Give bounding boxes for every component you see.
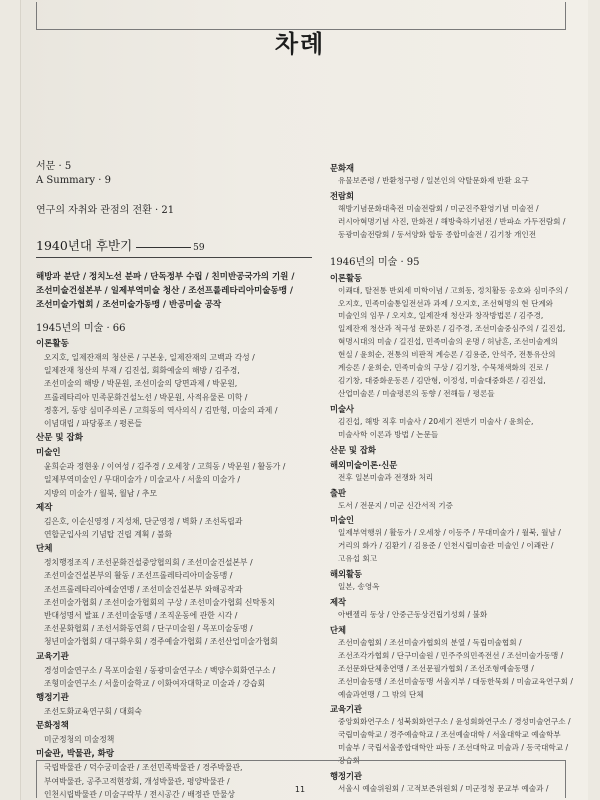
right-sections	[330, 271, 582, 796]
section-heading: 교육기관	[36, 651, 69, 662]
section-heading: 단체	[330, 624, 347, 635]
section-entry: 오지호, 민족미술통일전선과 과제 / 오지호, 조선혁명의 현 단계와	[338, 298, 554, 308]
section-entry: 예술과연맹 / 그 밖의 단체	[338, 689, 424, 699]
section-entry: 혁명시대의 미술 / 길진섭, 민족미술의 운명 / 허남흔, 조선미술계의	[338, 337, 558, 347]
toc-summary: A Summary · 9	[36, 175, 111, 186]
section-entry: 일제잔재 청산의 부재 / 김진섭, 회화예술의 해방 / 김주경,	[44, 366, 240, 376]
left-sections	[36, 337, 312, 800]
section-entry: 일제부역행위 / 활동가 / 오세창 / 이동주 / 무대미술가 / 월북, 월남 /	[338, 528, 561, 538]
section-entry: 강습회	[338, 756, 361, 766]
section-entry: 오지호, 일제잔재의 청산론 / 구본웅, 일제잔재의 고백과 각성 /	[44, 353, 255, 362]
era-heading	[36, 236, 312, 258]
section-entry: 동광미술전람회 / 동서양화 합동 종합미술전 / 김기창 개인전	[338, 229, 537, 239]
page-title: 차례	[274, 30, 326, 58]
section-heading: 해외미술이론·신문	[330, 459, 398, 470]
section-entry: 산업미술론 / 미술평론의 동향 / 전해들 / 평론들	[338, 388, 495, 398]
section-entry: 프롤레타리아 민족문화건설노선 / 박문원, 사적유물론 미학 /	[44, 392, 248, 402]
left-column	[36, 160, 312, 800]
section-entry: 인천시립박물관 / 미술구락부 / 전시공간 / 배정관 만물상	[44, 789, 235, 799]
section-entry: 미군정청의 미술정책	[44, 735, 115, 745]
section-heading: 단체	[36, 544, 53, 555]
section-entry: 지방의 미술가 / 월북, 월남 / 추모	[44, 488, 157, 498]
section-heading: 미술인	[36, 448, 61, 459]
section-entry: 청년미술가협회 / 대구화우회 / 경주예술가협회 / 조선산업미술가협회	[44, 637, 278, 647]
section-entry: 조선문화협회 / 조선서화동연회 / 단구미술원 / 목포미술동맹 /	[44, 624, 253, 634]
section-entry: 조선프롤레타리아예술연맹 / 조선미술건설본부 와해공작과	[44, 584, 243, 594]
section-heading: 해외활동	[330, 569, 363, 580]
right-top-sections	[330, 161, 582, 242]
section-entry: 현실 / 윤희순, 전통의 비판적 계승론 / 김용준, 안석주, 전통유산의	[338, 350, 556, 360]
section-entry: 일제부역미술인 / 무대미술가 / 미술교사 / 서울의 미술가 /	[44, 475, 241, 485]
section-heading: 제작	[330, 597, 347, 608]
section-entry: 조선미술가협회 / 조선미술가협회의 구상 / 조선미술가협회 신탁통치	[44, 597, 276, 607]
section-entry: 조선도화교육연구회 / 대회숙	[44, 707, 142, 717]
section-entry: 조형미술연구소 / 서울미술학교 / 이화여자대학교 미술과 / 강습회	[44, 678, 266, 688]
section-entry: 일본, 송영옥	[338, 582, 380, 592]
era-topic-line: 조선미술건설본부 / 일제부역미술 청산 / 조선프롤레타리아미술동맹 /	[36, 286, 293, 296]
section-entry: 서울시 예술위원회 / 고적보존위원회 / 미군정청 문교부 예술과 /	[338, 784, 549, 794]
era-topics	[36, 270, 312, 312]
section-heading: 출판	[330, 487, 347, 498]
era-topic-line: 조선미술가협회 / 조선미술가동맹 / 반공미술 공작	[36, 300, 222, 310]
year-1946-heading: 1946년의 미술 · 95	[330, 256, 420, 268]
section-heading: 문화재	[330, 163, 355, 173]
section-entry: 조선미술의 해방 / 박문원, 조선미술의 당면과제 / 박문원,	[44, 379, 238, 389]
section-entry: 미술인의 임무 / 오지호, 일제잔재 청산과 창작방법론 / 김주경,	[338, 311, 544, 321]
section-entry: 조선문화단체총연맹 / 조선문필가협회 / 조선조형예술동맹 /	[338, 663, 534, 673]
year-1945-heading: 1945년의 미술 · 66	[36, 323, 126, 334]
toc-preface: 서문 · 5	[36, 161, 72, 172]
section-heading: 행정기관	[36, 693, 69, 704]
section-entry: 국립박물관 / 덕수궁미술관 / 조선민족박물관 / 경주박물관,	[44, 763, 243, 773]
section-heading: 미술인	[330, 515, 355, 526]
section-entry: 이쾌대, 탈전통 반외세 미학이념 / 고희동, 정치활동 옹호와 심미주의 /	[338, 285, 568, 295]
section-entry: 조선미술건설본부의 활동 / 조선프롤레타리아미술동맹 /	[44, 571, 233, 581]
toc-history: 연구의 자취와 관점의 전환 · 21	[36, 205, 175, 216]
section-heading: 행정기관	[330, 771, 363, 782]
section-heading: 산문 및 잡화	[330, 444, 376, 455]
section-entry: 해방기념문화대축전 미술전람회 / 미군진주환영기념 미술전 /	[338, 203, 539, 213]
section-entry: 김기창, 대중화운동론 / 김만형, 이정성, 미술대중화론 / 김진섭,	[338, 375, 546, 385]
section-entry: 연합군입사의 기념탑 건립 계획 / 불화	[44, 530, 172, 540]
section-entry: 경성미술연구소 / 목포미술원 / 동광미술연구소 / 백양수회화연구소 /	[44, 665, 276, 675]
section-entry: 미술부 / 국립서울종합대학안 파동 / 조선대학교 미술과 / 동국대학교 /	[338, 743, 569, 753]
section-heading: 제작	[36, 502, 53, 513]
era-page: 59	[136, 243, 204, 253]
section-heading: 교육기관	[330, 704, 363, 715]
section-heading: 미술관, 박물관, 화랑	[36, 749, 115, 760]
section-entry: 정치행정조직 / 조선문화건설중앙협의회 / 조선미술건설본부 /	[44, 558, 253, 568]
section-heading: 이론활동	[330, 272, 363, 283]
section-entry: 부여박물관, 공주고적현장회, 개성박물관, 평양박물관 /	[44, 776, 230, 786]
section-entry: 윤희순과 정현웅 / 이여성 / 김주경 / 오세창 / 고희동 / 박문원 / 활동가 /	[44, 462, 286, 472]
section-entry: 정홍거, 동양 심미주의론 / 고희동의 역사의식 / 김만형, 미술의 과제 /	[44, 405, 278, 415]
section-entry: 일제잔재 청산과 적극성 문화론 / 김주경, 조선미술중심주의 / 길진섭,	[338, 324, 566, 334]
section-entry: 전후 일본미술과 전쟁화 처리	[338, 472, 434, 482]
section-heading: 문화정책	[36, 721, 69, 732]
section-entry: 거리의 화가 / 김환기 / 김용준 / 인천시립미술관 미술인 / 이쾌란 /	[338, 541, 554, 551]
section-entry: 유물보존령 / 반환청구령 / 일본인의 약탈문화재 반환 요구	[338, 176, 529, 185]
section-entry: 미술사학 이론과 방법 / 논문들	[338, 429, 439, 439]
section-heading: 산문 및 잡화	[36, 433, 83, 444]
section-entry: 국립미술학교 / 경주예술학교 / 조선예술대학 / 서울대학교 예술학부	[338, 730, 561, 740]
section-heading: 이론활동	[36, 339, 69, 349]
section-entry: 도서 / 전문지 / 미군 신간서적 기증	[338, 500, 453, 510]
section-entry: 계승론 / 윤희순, 민족미술의 구상 / 김기창, 수묵채색화의 진로 /	[338, 363, 549, 373]
section-entry: 아벤젤리 동상 / 안중근동상건립기성회 / 불화	[338, 610, 488, 620]
right-column	[330, 160, 582, 796]
section-entry: 중앙회화연구소 / 성북회화연구소 / 윤성회화연구소 / 경성미술연구소 /	[338, 717, 571, 727]
section-entry: 조선미술동맹 / 조선미술동맹 서울지부 / 대동한묵회 / 미술교육연구회 /	[338, 676, 573, 686]
section-entry: 러시아혁명기념 사진, 만화전 / 해방축하기념전 / 반파쇼 가두전람회 /	[338, 216, 566, 226]
section-entry: 반대성명서 발표 / 조선미술동맹 / 조직운동에 관한 시각 /	[44, 611, 238, 621]
section-heading: 미술사	[330, 403, 355, 414]
section-entry: 조선조각가협회 / 단구미술원 / 민주주의민족전선 / 조선미술가동맹 /	[338, 650, 564, 660]
section-entry: 김진섭, 해방 직후 미술사 / 20세기 전반기 미술사 / 윤희순,	[338, 416, 534, 426]
section-entry: 김은호, 이순신영정 / 지성채, 단군영정 / 벽화 / 조선독립과	[44, 516, 243, 526]
section-heading: 전람회	[330, 190, 355, 201]
section-entry: 고유섭 회고	[338, 554, 378, 564]
section-entry: 이념대립 / 파당풍조 / 평론들	[44, 419, 143, 429]
section-entry: 조선미술협회 / 조선미술가협회의 분열 / 독립미술협회 /	[338, 637, 522, 647]
era-topic-line: 해방과 분단 / 정치노선 분파 / 단독정부 수립 / 친미반공국가의 기원 /	[36, 272, 295, 282]
page-number: 11	[294, 785, 306, 794]
era-title: 1940년대 후반기	[36, 238, 133, 253]
